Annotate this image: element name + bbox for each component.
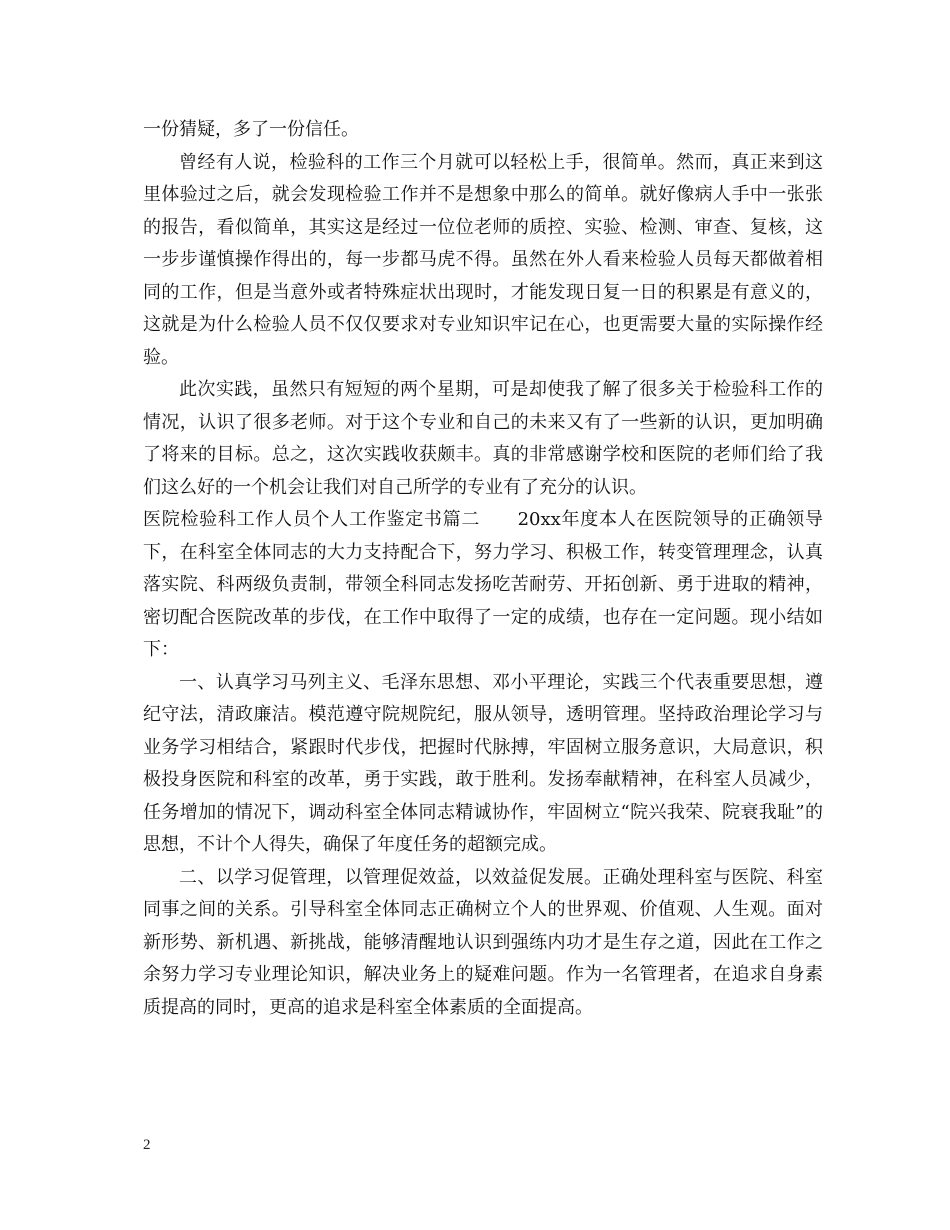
paragraph-practice-summary: 此次实践，虽然只有短短的两个星期，可是却使我了解了很多关于检验科工作的情况，认识了很多老师。对于这个专业和自己的未来又有了一些新的认识，更加明确了将来的目标。总之，这次实践收获颇丰。真的非常感谢学校和医院的老师们给了我们这么好的一个机会让我们对自己所学的专业有了充分的认识。: [143, 379, 823, 498]
paragraph-point-two: 二、以学习促管理，以管理促效益，以效益促发展。正确处理科室与医院、科室同事之间的关系。引导科室全体同志正确树立个人的世界观、价值观、人生观。面对新形势、新机遇、新挑战，能够清醒地认识到强练内功才是生存之道，因此在工作之余努力学习专业理论知识，解决业务上的疑难问题。作为一名管理者，在追求自身素质提高的同时，更高的追求是科室全体素质的全面提高。: [143, 866, 823, 1018]
paragraph-point-one: 一、认真学习马列主义、毛泽东思想、邓小平理论，实践三个代表重要思想，遵纪守法，清政廉洁。模范遵守院规院纪，服从领导，透明管理。坚持政治理论学习与业务学习相结合，紧跟时代步伐，把握时代脉搏，牢固树立服务意识，大局意识，积极投身医院和科室的改革，勇于实践，敢于胜利。发扬奉献精神，在科室人员减少，任务增加的情况下，调动科室全体同志精诚协作，牢固树立“院兴我荣、院衰我耻”的思想，不计个人得失，确保了年度任务的超额完成。: [143, 671, 823, 855]
body-text: [143, 114, 823, 1024]
paragraph-continuation: 一份猜疑，多了一份信任。: [143, 119, 359, 140]
paragraph-lab-work-experience: 曾经有人说，检验科的工作三个月就可以轻松上手，很简单。然而，真正来到这里体验过之后，就会发现检验工作并不是想象中那么的简单。就好像病人手中一张张的报告，看似简单，其实这是经过一位位老师的质控、实验、检测、审查、复核，这一步步谨慎操作得出的，每一步都马虎不得。虽然在外人看来检验人员每天都做着相同的工作，但是当意外或者特殊症状出现时，才能发现日复一日的积累是有意义的，这就是为什么检验人员不仅仅要求对专业知识牢记在心，也更需要大量的实际操作经验。: [143, 151, 823, 368]
paragraph-section-two-intro: 医院检验科工作人员个人工作鉴定书篇二 20xx年度本人在医院领导的正确领导下，在科室全体同志的大力支持配合下，努力学习、积极工作，转变管理理念，认真落实院、科两级负责制，带领全科同志发扬吃苦耐劳、开拓创新、勇于进取的精神，密切配合医院改革的步伐，在工作中取得了一定的成绩，也存在一定问题。现小结如下：: [143, 509, 823, 660]
page-number: 2: [143, 1137, 151, 1153]
